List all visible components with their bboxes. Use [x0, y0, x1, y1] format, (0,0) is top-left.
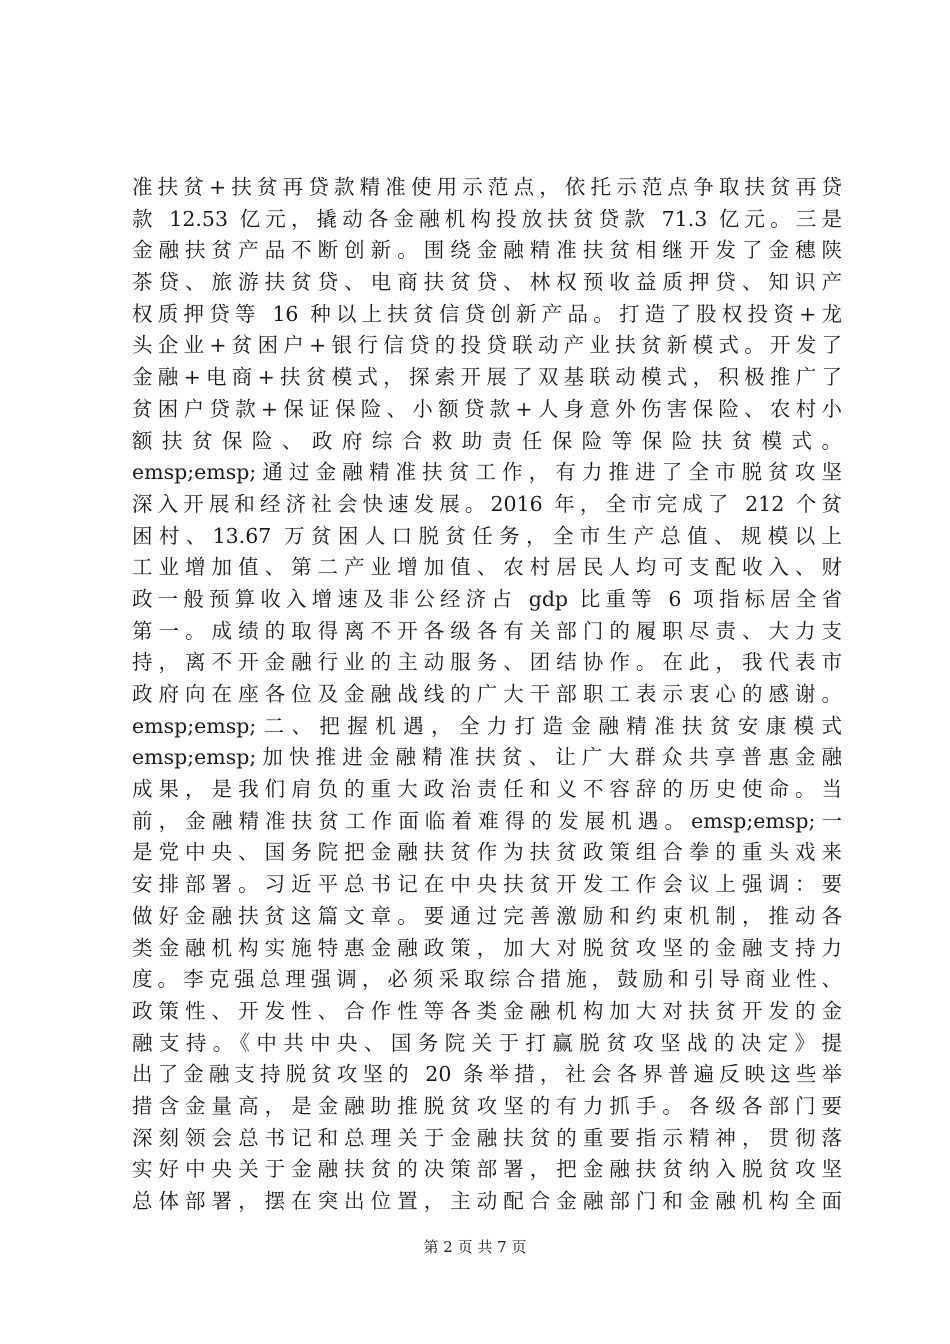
body-text	[132, 172, 842, 1218]
text-line: 政一般预算收入增速及非公经济占 gdp 比重等 6 项指标居全省	[132, 586, 842, 611]
text-line: 额扶贫保险、政府综合救助责任保险等保险扶贫模式。	[132, 428, 842, 453]
text-line: 是党中央、国务院把金融扶贫作为扶贫政策组合拳的重头戏来	[132, 840, 842, 865]
text-line: 安排部署。习近平总书记在中央扶贫开发工作会议上强调：要	[132, 872, 842, 897]
text-line: 贫困户贷款+保证保险、小额贷款+人身意外伤害保险、农村小	[132, 396, 842, 421]
text-line: 总体部署，摆在突出位置，主动配合金融部门和金融机构全面	[132, 1189, 842, 1213]
text-line: 工业增加值、第二产业增加值、农村居民人均可支配收入、财	[132, 555, 842, 580]
text-line: 款 12.53 亿元，撬动各金融机构投放扶贫贷款 71.3 亿元。三是	[132, 206, 842, 231]
text-line: 做好金融扶贫这篇文章。要通过完善激励和约束机制，推动各	[132, 903, 842, 928]
text-line: 持，离不开金融行业的主动服务、团结协作。在此，我代表市	[132, 650, 842, 675]
text-line: 度。李克强总理强调，必须采取综合措施，鼓励和引导商业性、	[132, 967, 842, 992]
page-footer: 第 2 页 共 7 页	[423, 1238, 527, 1256]
text-line: 深入开展和经济社会快速发展。2016 年，全市完成了 212 个贫	[132, 491, 842, 516]
text-line: 融支持。《中共中央、国务院关于打赢脱贫攻坚战的决定》提	[132, 1030, 842, 1055]
text-line: emsp;emsp;加快推进金融精准扶贫、让广大群众共享普惠金融	[132, 745, 842, 770]
text-line: 茶贷、旅游扶贫贷、电商扶贫贷、林权预收益质押贷、知识产	[132, 270, 842, 295]
text-line: 金融扶贫产品不断创新。围绕金融精准扶贫相继开发了金穗陕	[132, 238, 842, 263]
text-line: 困村、13.67 万贫困人口脱贫任务，全市生产总值、规模以上	[132, 523, 842, 548]
text-line: emsp;emsp;二、把握机遇，全力打造金融精准扶贫安康模式	[132, 713, 842, 738]
text-line: 头企业+贫困户+银行信贷的投贷联动产业扶贫新模式。开发了	[132, 333, 842, 358]
text-line: 第一。成绩的取得离不开各级各有关部门的履职尽责、大力支	[132, 618, 842, 643]
text-line: 类金融机构实施特惠金融政策，加大对脱贫攻坚的金融支持力	[132, 935, 842, 960]
text-line: 措含金量高，是金融助推脱贫攻坚的有力抓手。各级各部门要	[132, 1093, 842, 1118]
text-line: 深刻领会总书记和总理关于金融扶贫的重要指示精神，贯彻落	[132, 1125, 842, 1150]
text-line: 成果，是我们肩负的重大政治责任和义不容辞的历史使命。当	[132, 777, 842, 802]
text-line: emsp;emsp;通过金融精准扶贫工作，有力推进了全市脱贫攻坚	[132, 460, 842, 485]
text-line: 政策性、开发性、合作性等各类金融机构加大对扶贫开发的金	[132, 998, 842, 1023]
text-line: 政府向在座各位及金融战线的广大干部职工表示衷心的感谢。	[132, 682, 842, 706]
text-line: 金融+电商+扶贫模式，探索开展了双基联动模式，积极推广了	[132, 365, 842, 390]
text-line: 权质押贷等 16 种以上扶贫信贷创新产品。打造了股权投资+龙	[132, 301, 842, 326]
text-line: 准扶贫+扶贫再贷款精准使用示范点，依托示范点争取扶贫再贷	[132, 175, 842, 199]
text-line: 前，金融精准扶贫工作面临着难得的发展机遇。emsp;emsp;一	[132, 808, 842, 833]
text-line: 实好中央关于金融扶贫的决策部署，把金融扶贫纳入脱贫攻坚	[132, 1157, 842, 1182]
text-line: 出了金融支持脱贫攻坚的 20 条举措，社会各界普遍反映这些举	[132, 1062, 842, 1087]
